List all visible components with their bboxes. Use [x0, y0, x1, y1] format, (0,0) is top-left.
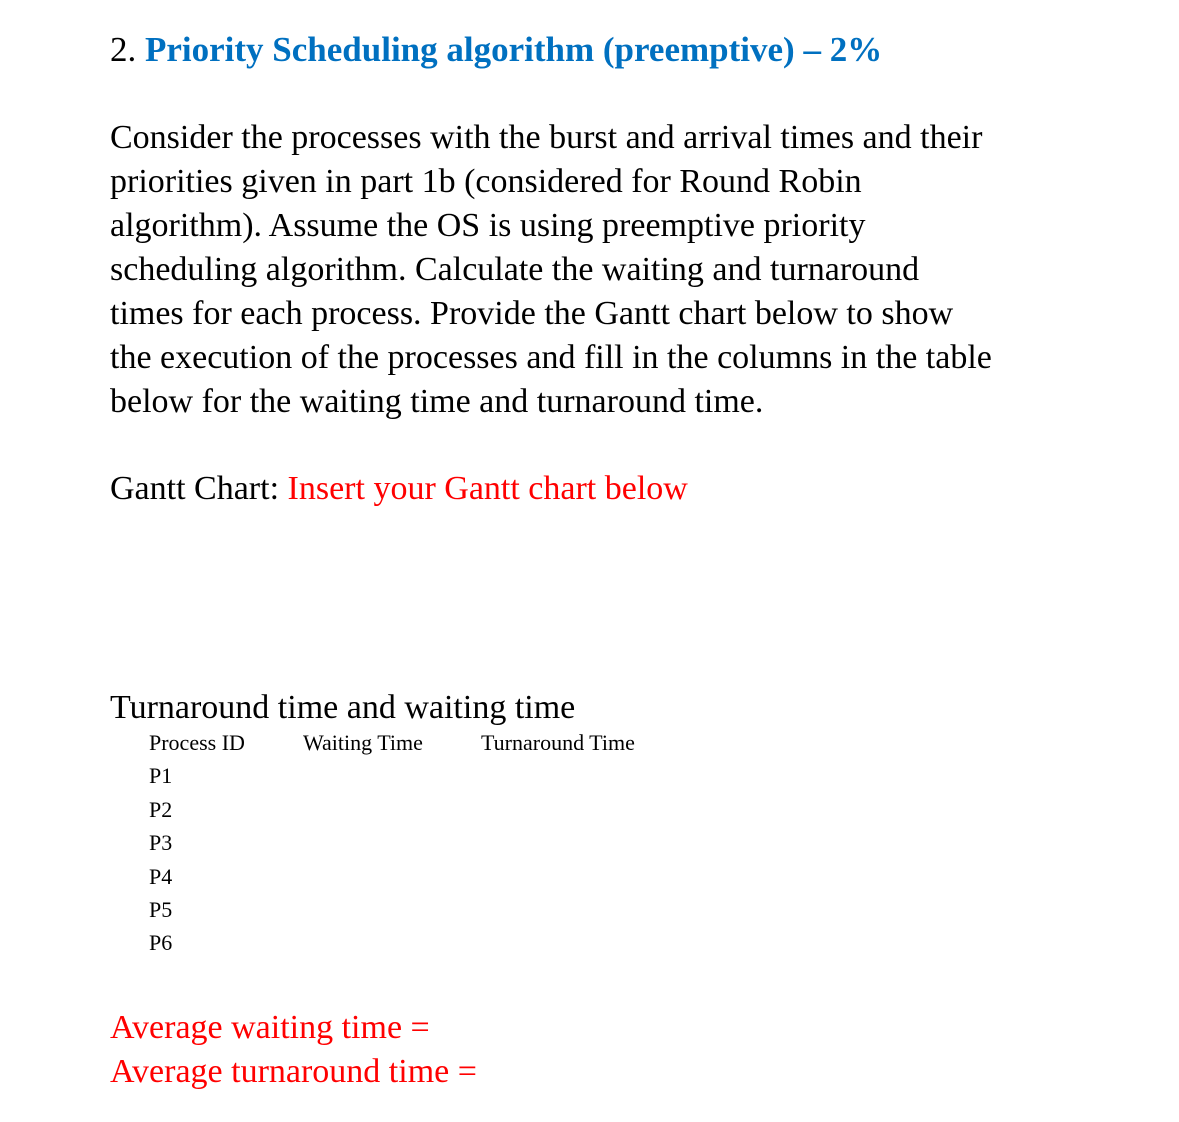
paragraph-line: scheduling algorithm. Calculate the waiting and turnaround [110, 251, 920, 288]
gantt-label: Gantt Chart: [110, 470, 280, 507]
paragraph-line: algorithm). Assume the OS is using preemptive priority [110, 207, 866, 244]
section-title-text: Priority Scheduling algorithm (preemptive) – 2% [145, 30, 883, 69]
table-row [146, 797, 635, 830]
instructions-paragraph [110, 116, 992, 424]
waiting-time-cell[interactable] [303, 797, 481, 830]
waiting-time-cell[interactable] [303, 930, 481, 963]
table-header-row [146, 730, 635, 763]
table-heading: Turnaround time and waiting time [110, 689, 576, 726]
turnaround-time-cell[interactable] [481, 797, 635, 830]
header-turnaround-time: Turnaround Time [481, 730, 635, 755]
waiting-time-cell[interactable] [303, 897, 481, 930]
process-id: P3 [149, 830, 173, 856]
paragraph-line: Consider the processes with the burst and arrival times and their [110, 119, 983, 156]
table-row [146, 930, 635, 963]
turnaround-time-cell[interactable] [481, 830, 635, 863]
turnaround-time-cell[interactable] [481, 864, 635, 897]
turnaround-time-cell[interactable] [481, 930, 635, 963]
section-number: 2. [110, 30, 137, 69]
table-row [146, 830, 635, 863]
gantt-instruction: Insert your Gantt chart below [287, 470, 688, 507]
table-row [146, 763, 635, 796]
paragraph-line: below for the waiting time and turnaround time. [110, 383, 764, 420]
process-id: P2 [149, 796, 173, 822]
process-times-table [146, 730, 635, 964]
process-id: P1 [149, 763, 173, 789]
paragraph-line: the execution of the processes and fill in the columns in the table [110, 339, 992, 376]
table-row [146, 864, 635, 897]
process-id: P4 [149, 863, 173, 889]
turnaround-time-cell[interactable] [481, 763, 635, 796]
waiting-time-cell[interactable] [303, 830, 481, 863]
table-row [146, 897, 635, 930]
header-process-id: Process ID [149, 730, 245, 755]
process-id: P5 [149, 896, 173, 922]
average-waiting-time: Average waiting time = [110, 1009, 430, 1046]
waiting-time-cell[interactable] [303, 763, 481, 796]
gantt-chart-label [110, 467, 688, 511]
turnaround-time-cell[interactable] [481, 897, 635, 930]
paragraph-line: times for each process. Provide the Gantt chart below to show [110, 295, 954, 332]
average-turnaround-time: Average turnaround time = [110, 1053, 477, 1090]
section-title [110, 28, 882, 72]
process-id: P6 [149, 930, 173, 956]
averages [110, 1006, 477, 1094]
header-waiting-time: Waiting Time [303, 730, 423, 755]
paragraph-line: priorities given in part 1b (considered for Round Robin [110, 163, 862, 200]
waiting-time-cell[interactable] [303, 864, 481, 897]
